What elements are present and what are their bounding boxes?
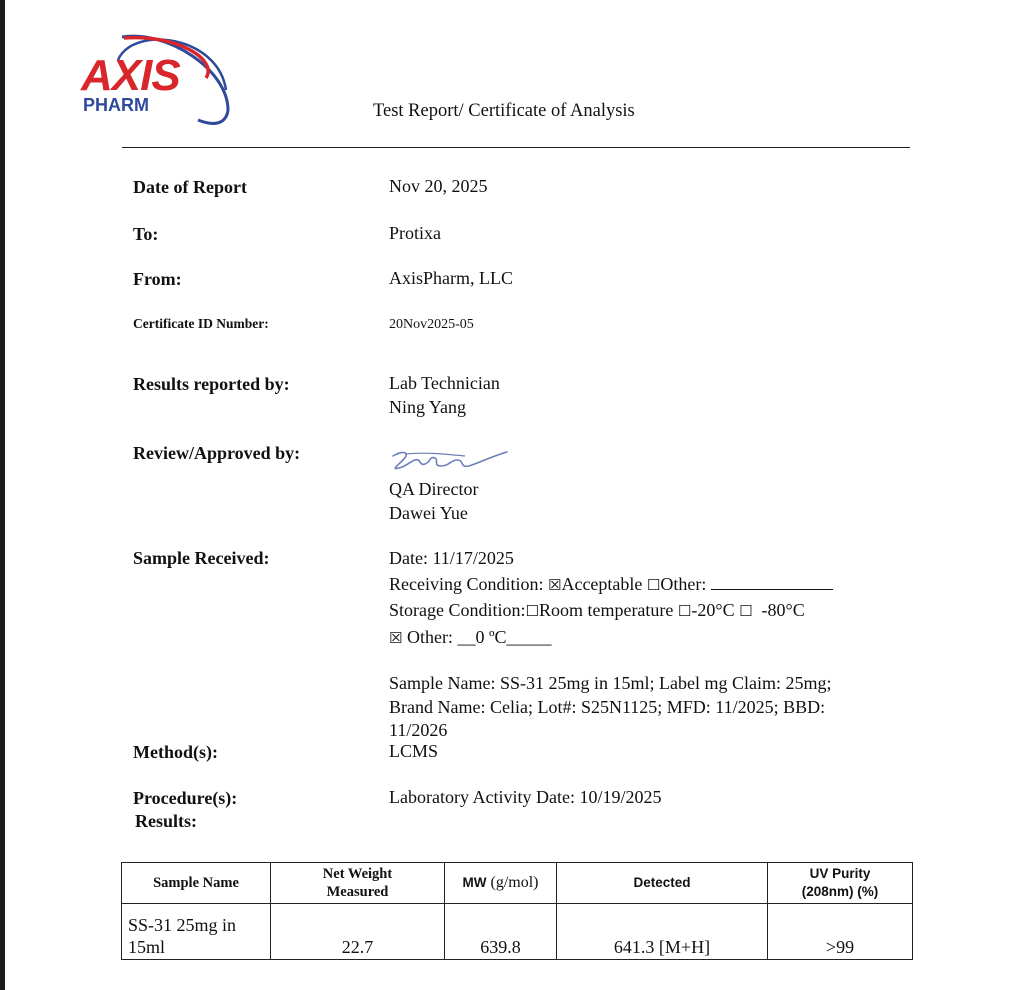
cell-sample-name (122, 904, 271, 960)
header-uv-purity-line-2: (208nm) (%) (801, 884, 879, 899)
handwritten-signature (385, 444, 515, 480)
reviewer-title: QA Director (389, 479, 479, 499)
minus80-checkbox: ☐ (739, 602, 753, 620)
date-of-report-label: Date of Report (133, 177, 247, 197)
reporter-title: Lab Technician (389, 373, 500, 393)
document-title: Test Report/ Certificate of Analysis (373, 101, 635, 121)
cell-detected: 641.3 [M+H] (557, 904, 768, 960)
methods-label: Method(s): (133, 742, 218, 762)
procedures-label: Procedure(s): (133, 788, 238, 808)
sample-received-label: Sample Received: (133, 548, 270, 568)
review-approved-by-label: Review/Approved by: (133, 443, 301, 463)
cell-sample-name-line-2: 15ml (128, 937, 166, 957)
from-label: From: (133, 269, 182, 289)
header-net-weight (271, 863, 445, 904)
sample-description-line-3: 11/2026 (389, 720, 448, 740)
reviewer-name: Dawei Yue (389, 502, 468, 523)
minus20-label: -20°C (691, 600, 740, 620)
axispharm-logo (78, 30, 233, 130)
receiving-condition (389, 572, 833, 599)
minus80-label: -80°C (752, 600, 805, 620)
acceptable-label: Acceptable (561, 573, 647, 594)
certificate-id-label: Certificate ID Number: (133, 316, 269, 331)
minus20-checkbox: ☐ (677, 602, 692, 620)
sample-description-line-1: Sample Name: SS-31 25mg in 15ml; Label mg Claim: 25mg; (389, 673, 832, 693)
cell-sample-name-line-1: SS-31 25mg in (128, 915, 237, 935)
header-detected: Detected (557, 863, 768, 904)
date-of-report-value: Nov 20, 2025 (389, 176, 488, 196)
storage-other-checkbox: ☒ (389, 628, 403, 647)
sample-description-line-2: Brand Name: Celia; Lot#: S25N1125; MFD: 11/2025; BBD: (389, 696, 826, 717)
sample-received-value (389, 546, 833, 651)
reporter-name: Ning Yang (389, 396, 467, 417)
logo-text-pharm: PHARM (83, 95, 149, 115)
logo-text-axis: AXIS (81, 51, 180, 100)
receiving-other-checkbox: ☐ (646, 575, 661, 594)
results-label: Results: (135, 811, 197, 831)
sample-description (389, 672, 831, 743)
table-row (122, 904, 913, 960)
header-uv-purity (768, 863, 913, 904)
receiving-other-label: Other: (660, 573, 711, 594)
header-uv-purity-line-1: UV Purity (809, 866, 871, 881)
header-sample-name: Sample Name (122, 863, 271, 904)
receiving-condition-label: Receiving Condition: (389, 573, 548, 594)
cell-mw: 639.8 (445, 904, 557, 960)
results-table (121, 862, 913, 960)
certificate-id-value: 20Nov2025-05 (389, 317, 474, 332)
cell-uv-purity: >99 (768, 904, 913, 960)
header-divider (122, 147, 910, 148)
acceptable-checkbox: ☒ (548, 575, 562, 594)
header-mw-main: MW (462, 875, 487, 890)
to-label: To: (133, 224, 159, 244)
results-reported-by-label: Results reported by: (133, 374, 290, 394)
review-approved-by-value (389, 478, 478, 525)
header-mw (445, 863, 557, 904)
sample-received-date: Date: 11/17/2025 (389, 548, 514, 568)
storage-condition-label: Storage Condition: (389, 600, 526, 620)
receiving-other-blank (711, 573, 833, 590)
window-edge (0, 0, 5, 990)
storage-other (389, 625, 833, 652)
to-value: Protixa (389, 223, 441, 243)
header-mw-unit: (g/mol) (486, 874, 539, 891)
header-net-weight-line-2: Measured (326, 884, 389, 900)
table-header-row (122, 863, 913, 904)
storage-other-label: Other: __0 ºC_____ (402, 626, 552, 647)
from-value: AxisPharm, LLC (389, 268, 513, 288)
storage-condition (389, 598, 833, 625)
results-reported-by-value (389, 372, 500, 419)
methods-value: LCMS (389, 741, 439, 761)
procedures-value: Laboratory Activity Date: 10/19/2025 (389, 787, 662, 807)
cell-net-weight: 22.7 (271, 904, 445, 960)
room-temperature-label: Room temperature (538, 600, 678, 620)
header-net-weight-line-1: Net Weight (322, 866, 393, 882)
room-temperature-checkbox: ☐ (525, 602, 539, 620)
